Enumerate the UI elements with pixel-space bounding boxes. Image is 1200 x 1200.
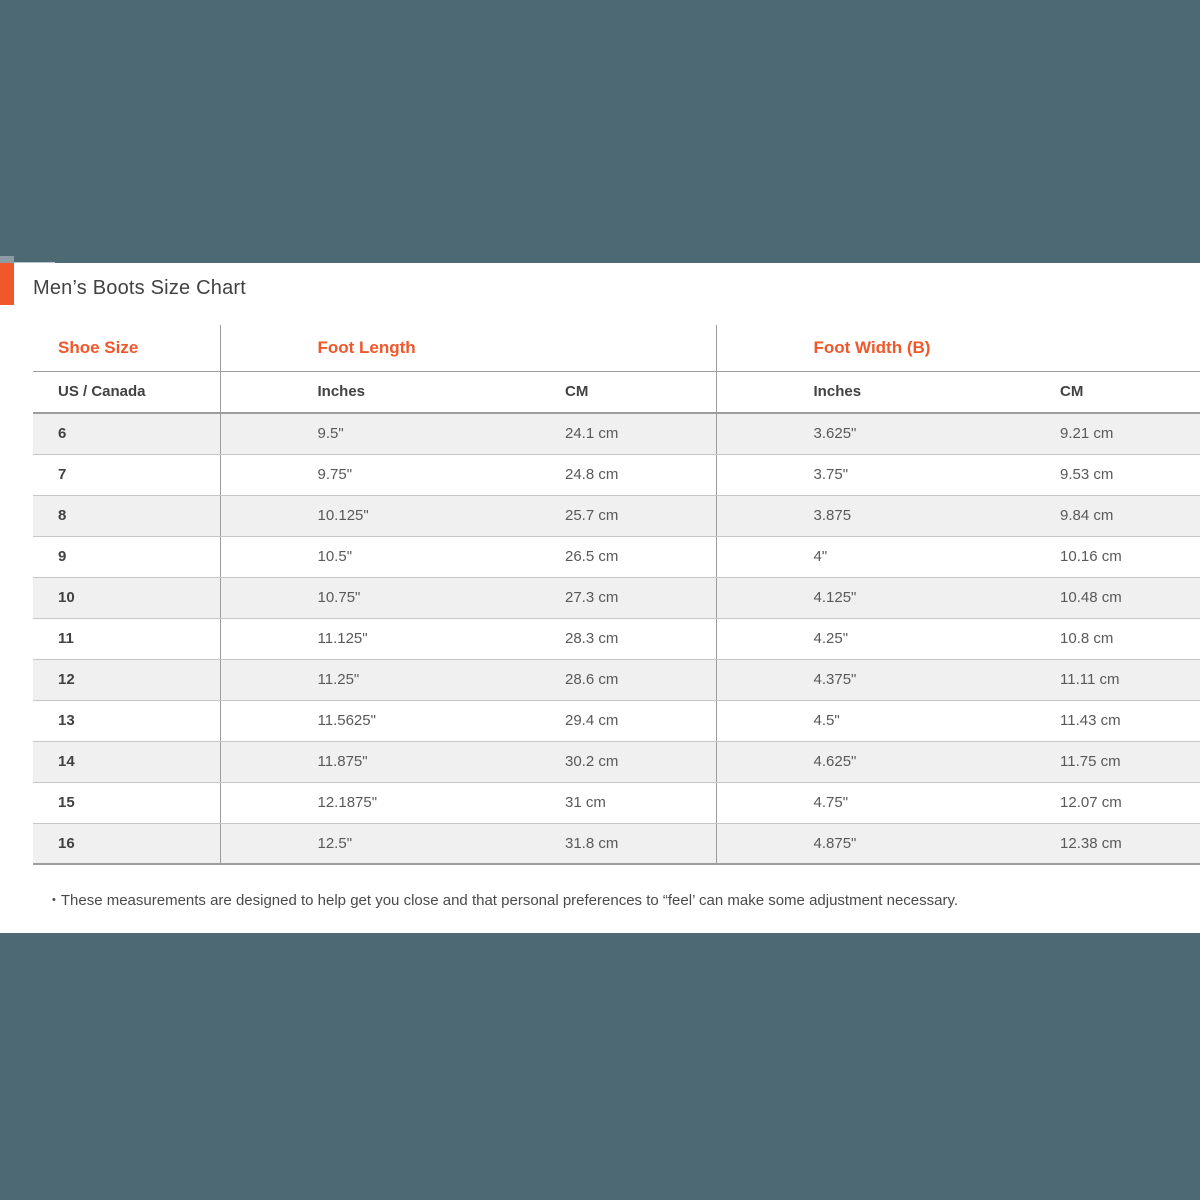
cell-us-size: 14 [33,741,220,782]
cell-length-inches: 11.25" [220,659,468,700]
cell-length-inches: 11.125" [220,618,468,659]
table-row [33,823,1200,864]
cell-width-cm: 9.53 cm [963,454,1200,495]
cell-us-size: 7 [33,454,220,495]
cell-length-inches: 9.5" [220,413,468,454]
size-chart-panel [0,263,1200,933]
cell-width-inches: 4.75" [716,782,963,823]
cell-us-size: 16 [33,823,220,864]
top-left-notch [0,256,14,263]
table-row [33,741,1200,782]
cell-width-cm: 11.75 cm [963,741,1200,782]
cell-width-inches: 4.375" [716,659,963,700]
cell-length-cm: 31 cm [468,782,716,823]
page-title: Men’s Boots Size Chart [33,277,247,299]
accent-bar [0,263,14,305]
cell-width-inches: 4.125" [716,577,963,618]
cell-width-cm: 11.43 cm [963,700,1200,741]
footnote-bullet: • [52,894,56,906]
table-row [33,454,1200,495]
cell-width-cm: 9.84 cm [963,495,1200,536]
cell-width-cm: 10.8 cm [963,618,1200,659]
table-row [33,700,1200,741]
group-header-foot-width: Foot Width (B) [716,325,1200,371]
cell-length-inches: 11.875" [220,741,468,782]
cell-width-inches: 4.875" [716,823,963,864]
cell-length-cm: 27.3 cm [468,577,716,618]
group-header-foot-length: Foot Length [220,325,716,371]
cell-length-inches: 10.75" [220,577,468,618]
cell-us-size: 6 [33,413,220,454]
cell-width-inches: 4" [716,536,963,577]
cell-us-size: 8 [33,495,220,536]
cell-width-cm: 12.38 cm [963,823,1200,864]
cell-width-cm: 10.48 cm [963,577,1200,618]
footnote [52,892,958,909]
cell-width-inches: 4.625" [716,741,963,782]
cell-width-cm: 10.16 cm [963,536,1200,577]
cell-width-inches: 4.5" [716,700,963,741]
cell-length-cm: 29.4 cm [468,700,716,741]
cell-us-size: 12 [33,659,220,700]
table-row [33,577,1200,618]
sub-header-length-cm: CM [468,371,716,413]
cell-us-size: 11 [33,618,220,659]
cell-us-size: 9 [33,536,220,577]
cell-length-cm: 30.2 cm [468,741,716,782]
cell-length-cm: 26.5 cm [468,536,716,577]
cell-length-inches: 10.5" [220,536,468,577]
cell-width-inches: 3.625" [716,413,963,454]
table-row [33,413,1200,454]
size-table [33,325,1200,865]
table-body [33,413,1200,864]
table-row [33,536,1200,577]
cell-length-inches: 9.75" [220,454,468,495]
cell-length-inches: 12.1875" [220,782,468,823]
cell-us-size: 15 [33,782,220,823]
group-header-row [33,325,1200,371]
cell-length-cm: 28.6 cm [468,659,716,700]
sub-header-row [33,371,1200,413]
cell-length-cm: 24.1 cm [468,413,716,454]
sub-header-length-inches: Inches [220,371,468,413]
cell-width-inches: 4.25" [716,618,963,659]
cell-width-cm: 12.07 cm [963,782,1200,823]
cell-length-cm: 25.7 cm [468,495,716,536]
cell-length-inches: 12.5" [220,823,468,864]
cell-length-cm: 31.8 cm [468,823,716,864]
group-header-shoe-size: Shoe Size [33,325,220,371]
table-header [33,325,1200,413]
cell-width-inches: 3.75" [716,454,963,495]
cell-length-cm: 28.3 cm [468,618,716,659]
cell-width-inches: 3.875 [716,495,963,536]
sub-header-width-inches: Inches [716,371,963,413]
cell-length-inches: 11.5625" [220,700,468,741]
footnote-text: These measurements are designed to help get you close and that personal preferences to “feel’ can make some adjustment necessary. [60,892,959,909]
sub-header-us-canada: US / Canada [33,371,220,413]
cell-width-cm: 9.21 cm [963,413,1200,454]
cell-us-size: 10 [33,577,220,618]
table-row [33,495,1200,536]
table-row [33,782,1200,823]
cell-us-size: 13 [33,700,220,741]
table-row [33,659,1200,700]
cell-length-cm: 24.8 cm [468,454,716,495]
cell-length-inches: 10.125" [220,495,468,536]
sub-header-width-cm: CM [963,371,1200,413]
cell-width-cm: 11.11 cm [963,659,1200,700]
table-row [33,618,1200,659]
